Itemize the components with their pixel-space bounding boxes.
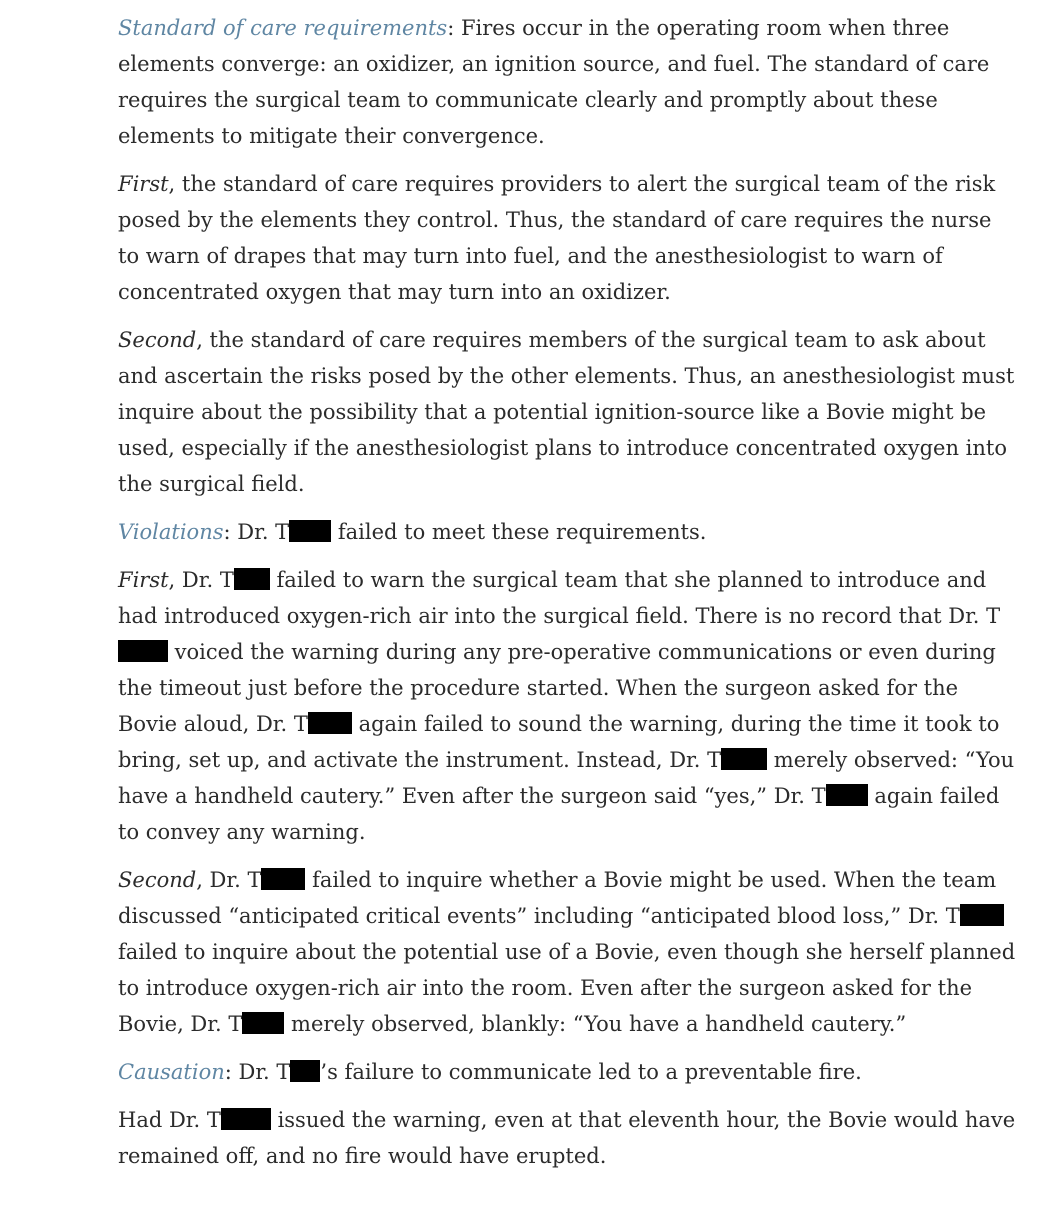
section-heading-causation: Causation	[118, 1060, 225, 1084]
paragraph-text: , the standard of care requires members of the surgical team to ask about and ascertain the risks posed by the other elements. Thus, an anesthesiologist must inquire about the possibility that a potential ignition-source like a Bovie might be used, especially if the anesthesiologist plans to introduce concentrated oxygen into the surgical field.	[118, 328, 1015, 496]
paragraph-text: ’s failure to communicate led to a preventable fire.	[320, 1060, 862, 1084]
paragraph-text: merely observed, blankly: “You have a handheld cautery.”	[284, 1012, 907, 1036]
paragraph-violations	[118, 514, 1018, 550]
redaction-bar	[261, 868, 305, 890]
lead-word-first: First	[118, 568, 169, 592]
paragraph-text: voiced the warning during any pre-operative communications or even during the timeout just before the procedure started. When the surgeon asked for the Bovie aloud, Dr. T	[118, 640, 996, 736]
paragraph-text: again failed to sound the warning, during the time it took to bring, set up, and activate the instrument. Instead, Dr. T	[118, 712, 1000, 772]
paragraph-standard-first	[118, 166, 1018, 310]
paragraph-violations-second	[118, 862, 1018, 1042]
paragraph-text: : Dr. T	[223, 520, 290, 544]
redaction-bar	[242, 1012, 284, 1034]
paragraph-standard-second	[118, 322, 1018, 502]
paragraph-text: , Dr. T	[168, 568, 234, 592]
paragraph-violations-first	[118, 562, 1018, 850]
paragraph-text: : Fires occur in the operating room when three elements converge: an oxidizer, an ignition source, and fuel. The standard of care requires the surgical team to communicate clearly and promptly about these elements to mitigate their convergence.	[118, 16, 990, 148]
redaction-bar	[221, 1108, 271, 1130]
redaction-bar	[960, 904, 1004, 926]
lead-word-first: First	[118, 172, 169, 196]
paragraph-text: : Dr. T	[224, 1060, 291, 1084]
redaction-bar	[118, 640, 168, 662]
redaction-bar	[234, 568, 270, 590]
paragraph-text: Had Dr. T	[118, 1108, 221, 1132]
redaction-bar	[826, 784, 868, 806]
redaction-bar	[290, 1060, 320, 1082]
lead-word-second: Second	[118, 868, 197, 892]
paragraph-text: failed to meet these requirements.	[331, 520, 707, 544]
redaction-bar	[289, 520, 331, 542]
paragraph-text: issued the warning, even at that eleventh hour, the Bovie would have remained off, and no fire would have erupted.	[118, 1108, 1016, 1168]
paragraph-standard-of-care	[118, 10, 1018, 154]
paragraph-text: , Dr. T	[196, 868, 262, 892]
document-page	[118, 10, 1018, 1186]
paragraph-text: merely observed: “You have a handheld cautery.” Even after the surgeon said “yes,” Dr. T	[118, 748, 1015, 808]
paragraph-text: failed to warn the surgical team that she planned to introduce and had introduced oxygen-rich air into the surgical field. There is no record that Dr. T	[118, 568, 1001, 628]
paragraph-text: failed to inquire whether a Bovie might be used. When the team discussed “anticipated critical events” including “anticipated blood loss,” Dr. T	[118, 868, 997, 928]
redaction-bar	[721, 748, 767, 770]
lead-word-second: Second	[118, 328, 197, 352]
paragraph-text: failed to inquire about the potential use of a Bovie, even though she herself planned to introduce oxygen-rich air into the room. Even after the surgeon asked for the Bovie, Dr. T	[118, 940, 1016, 1036]
paragraph-causation	[118, 1054, 1018, 1090]
paragraph-conclusion	[118, 1102, 1018, 1174]
paragraph-text: , the standard of care requires providers to alert the surgical team of the risk posed by the elements they control. Thus, the standard of care requires the nurse to warn of drapes that may turn into fuel, and the anesthesiologist to warn of concentrated oxygen that may turn into an oxidizer.	[118, 172, 996, 304]
section-heading-violations: Violations	[118, 520, 224, 544]
redaction-bar	[308, 712, 352, 734]
section-heading-standard-of-care: Standard of care requirements	[118, 16, 448, 40]
paragraph-text: again failed to convey any warning.	[118, 784, 1000, 844]
